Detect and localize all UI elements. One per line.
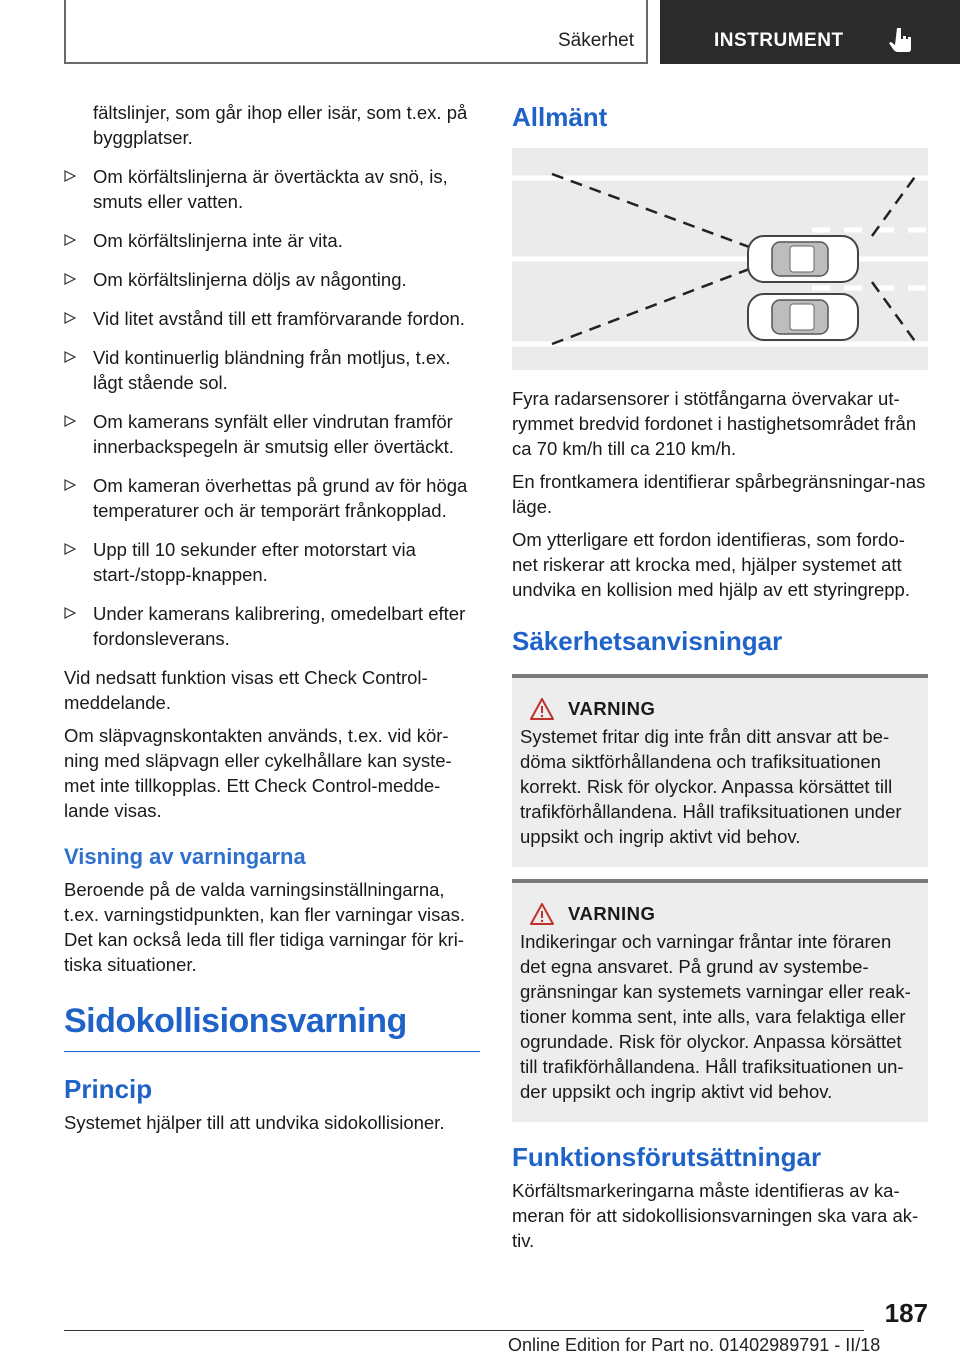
list-item bbox=[64, 601, 480, 651]
left-column bbox=[64, 100, 480, 1143]
function-prerequisites-heading: Funktionsförutsättningar bbox=[512, 1142, 822, 1172]
warning-box bbox=[512, 879, 928, 1122]
warning-triangle-icon bbox=[530, 698, 554, 720]
page-title: Sidokollisionsvarning bbox=[64, 999, 480, 1052]
right-column bbox=[512, 100, 928, 1261]
warning-header bbox=[520, 903, 920, 925]
safety-heading: Säkerhetsanvisningar bbox=[512, 626, 783, 656]
list-item-text: Om körfältslinjerna inte är vita. bbox=[93, 230, 343, 251]
header-frame bbox=[64, 0, 648, 64]
list-item-text: Upp till 10 sekunder efter motorstart via start-/stopp-knappen. bbox=[93, 539, 416, 585]
list-item bbox=[64, 345, 480, 395]
side-collision-illustration bbox=[512, 148, 928, 370]
warning-header bbox=[520, 698, 920, 720]
warning-text: Indikeringar och varningar fråntar inte föraren det egna ansvaret. På grund av systembe-gränsningar kan systemets varningar eller reak-tioner komma sent, inte alls, vara felaktiga eller ogrundade. Risk för olyckor. Anpassa körsättet till trafikförhållandena. Håll trafiksituationen un-der uppsikt och ingrip aktivt vid behov. bbox=[520, 931, 911, 1102]
continued-text: fältslinjer, som går ihop eller isär, som t.ex. på byggplatser. bbox=[93, 102, 468, 148]
principle-heading: Princip bbox=[64, 1074, 153, 1104]
triangle-bullet-icon bbox=[64, 415, 76, 427]
triangle-bullet-icon bbox=[64, 312, 76, 324]
section-title: Säkerhet bbox=[557, 30, 634, 51]
list-item-text: Vid litet avstånd till ett framförvarande fordon. bbox=[93, 308, 465, 329]
list-item bbox=[64, 228, 480, 253]
list-item-text: Om körfältslinjerna är övertäckta av snö, is, smuts eller vatten. bbox=[93, 166, 448, 212]
list-item-text: Vid kontinuerlig bländning från motljus, t.ex. lågt stående sol. bbox=[93, 347, 451, 393]
list-item bbox=[64, 306, 480, 331]
paragraph: Systemet hjälper till att undvika sidokollisioner. bbox=[64, 1112, 445, 1133]
chapter-tab[interactable] bbox=[660, 0, 960, 64]
paragraph: En frontkamera identifierar spårbegränsningar-nas läge. bbox=[512, 471, 926, 517]
triangle-bullet-icon bbox=[64, 543, 76, 555]
list-item bbox=[64, 164, 480, 214]
triangle-bullet-icon bbox=[64, 234, 76, 246]
triangle-bullet-icon bbox=[64, 273, 76, 285]
warnings-display-heading: Visning av varningarna bbox=[64, 844, 306, 869]
triangle-bullet-icon bbox=[64, 351, 76, 363]
list-item-text: Om kameran överhettas på grund av för höga temperaturer och är temporärt frånkopplad. bbox=[93, 475, 468, 521]
paragraph: Om ytterligare ett fordon identifieras, som fordo-net riskerar att krocka med, hjälper systemet att undvika en kollision med hjälp av ett styringrepp. bbox=[512, 529, 910, 600]
chapter-tab-label: INSTRUMENT bbox=[714, 30, 844, 51]
triangle-bullet-icon bbox=[64, 170, 76, 182]
page-number: 187 bbox=[884, 1298, 928, 1328]
warning-title: VARNING bbox=[568, 698, 656, 719]
general-heading: Allmänt bbox=[512, 102, 608, 132]
footer-divider bbox=[64, 1330, 864, 1331]
list-item-text: Under kamerans kalibrering, omedelbart efter fordonsleverans. bbox=[93, 603, 466, 649]
paragraph: Körfältsmarkeringarna måste identifieras av ka-meran för att sidokollisionsvarningen ska vara ak-tiv. bbox=[512, 1180, 919, 1251]
list-item-text: Om körfältslinjerna döljs av någonting. bbox=[93, 269, 407, 290]
paragraph: Beroende på de valda varningsinställningarna, t.ex. varningstidpunkten, kan fler varningar visas. Det kan också leda till fler tidiga varningar för kri-tiska situationer. bbox=[64, 879, 466, 975]
warning-box bbox=[512, 674, 928, 867]
list-item bbox=[64, 473, 480, 523]
paragraph: Om släpvagnskontakten används, t.ex. vid kör-ning med släpvagn eller cykelhållare kan syste-met inte tillkopplas. Ett Check Control-medde-lande visas. bbox=[64, 725, 452, 821]
list-item bbox=[64, 267, 480, 292]
triangle-bullet-icon bbox=[64, 479, 76, 491]
list-item bbox=[64, 409, 480, 459]
list-item bbox=[64, 537, 480, 587]
paragraph: Fyra radarsensorer i stötfångarna övervakar ut-rymmet bredvid fordonet i hastighetsområdet från ca 70 km/h till ca 210 km/h. bbox=[512, 388, 917, 459]
list-item-text: Om kamerans synfält eller vindrutan framför innerbackspegeln är smutsig eller övertäckt. bbox=[93, 411, 454, 457]
warning-text: Systemet fritar dig inte från ditt ansvar att be-döma siktförhållandena och trafiksituationen korrekt. Risk för olyckor. Anpassa körsättet till trafikförhållandena. Håll trafiksituationen under uppsikt och ingrip aktivt vid behov. bbox=[520, 726, 902, 847]
pointing-hand-icon bbox=[888, 26, 916, 54]
paragraph: Vid nedsatt funktion visas ett Check Control-meddelande. bbox=[64, 667, 428, 713]
warning-title: VARNING bbox=[568, 903, 656, 924]
warning-triangle-icon bbox=[530, 903, 554, 925]
triangle-bullet-icon bbox=[64, 607, 76, 619]
edition-footer: Online Edition for Part no. 01402989791 - II/18 bbox=[508, 1335, 881, 1355]
limitations-list bbox=[64, 164, 480, 651]
